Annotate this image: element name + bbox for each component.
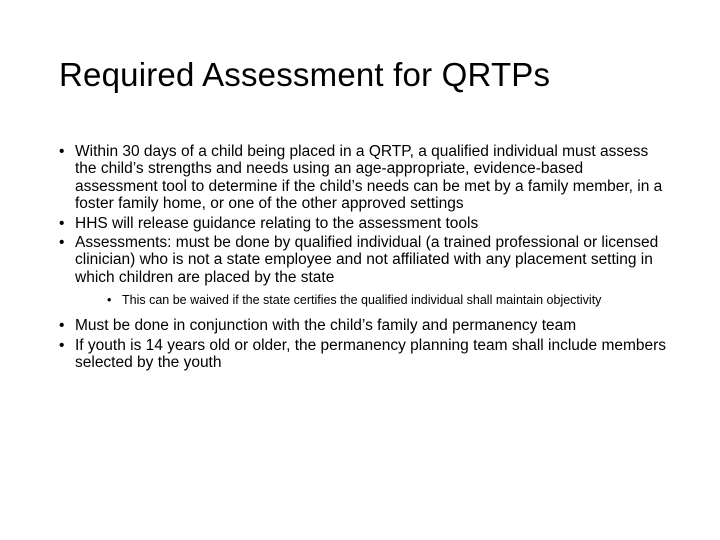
bullet-text: HHS will release guidance relating to the assessment tools [75, 214, 479, 232]
bullet-item [59, 317, 669, 334]
sub-bullet-list [107, 293, 669, 307]
bullet-item [59, 234, 669, 307]
slide-title: Required Assessment for QRTPs [59, 56, 551, 93]
bullet-item [59, 143, 669, 213]
bullet-text: If youth is 14 years old or older, the permanency planning team shall include members selected by the youth [75, 336, 667, 372]
bullet-icon: • [59, 214, 65, 232]
bullet-icon: • [59, 234, 65, 252]
sub-bullet-item [107, 293, 669, 307]
sub-bullet-icon: • [107, 293, 112, 308]
bullet-icon: • [59, 317, 65, 335]
bullet-item [59, 337, 669, 372]
bullet-icon: • [59, 336, 65, 354]
bullet-text: Assessments: must be done by qualified individual (a trained professional or licensed clinician) who is not a state employee and not affiliated with any placement setting in which children are placed by the state [75, 234, 659, 286]
sub-bullet-text: This can be waived if the state certifies the qualified individual shall maintain objectivity [122, 293, 602, 308]
bullet-list [59, 143, 669, 371]
bullet-text: Within 30 days of a child being placed in a QRTP, a qualified individual must assess the child’s strengths and needs using an age-appropriate, evidence-based assessment tool to determine if the child’s needs can be met by a family member, in a foster family home, or one of the other approved settings [75, 143, 663, 213]
bullet-item [59, 215, 669, 232]
bullet-icon: • [59, 143, 65, 160]
bullet-text: Must be done in conjunction with the child’s family and permanency team [75, 317, 577, 335]
